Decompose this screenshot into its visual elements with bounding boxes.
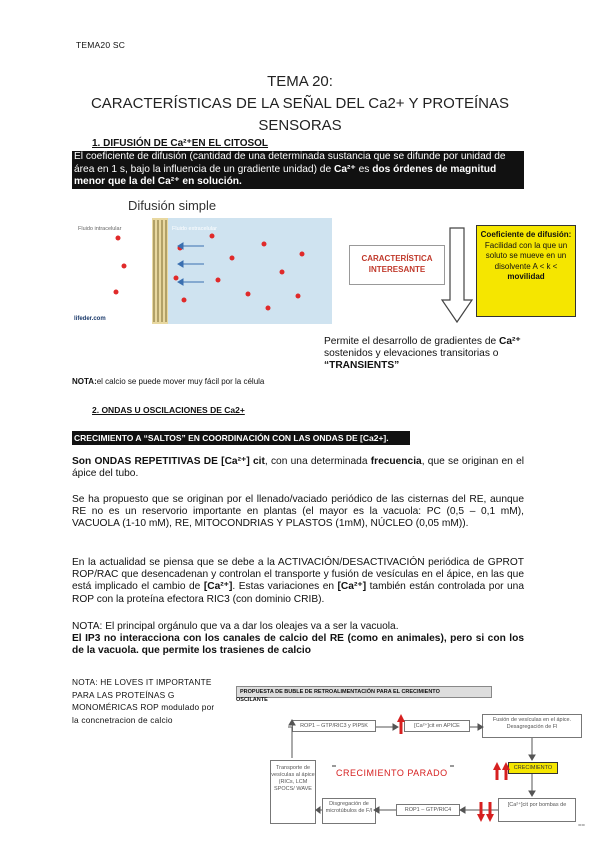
p3-ca: [Ca²⁺] [203, 581, 233, 593]
title-line-2: CARACTERÍSTICAS DE LA SEÑAL DEL Ca2+ Y PROTEÍNAS [90, 95, 510, 112]
p3-ca-2: [Ca²⁺] [337, 581, 367, 593]
diffusion-figure [72, 196, 332, 326]
permite-ca: Ca²⁺ [498, 336, 521, 347]
side-note: NOTA: HE LOVES IT IMPORTANTE PARA LAS PROTEÍNAS G MONOMÉRICAS ROP modulado por la concnetracion de calcio [72, 677, 215, 725]
highlight-bold: dos órdenes de magnitud menor que la del Ca²⁺ en solución. [74, 163, 497, 187]
p1-bold: Son ONDAS REPETITIVAS DE [Ca²⁺] cit [72, 456, 265, 467]
yellow-box-bold: movilidad [507, 272, 545, 281]
paragraph-ip3: El IP3 no interacciona con los canales de calcio del RE (como en animales), pero si con los de la vacuola. que permite los trasienes de calcio [72, 633, 524, 657]
diffusion-coefficient-note [476, 225, 576, 317]
yellow-box-text: Facilidad con la que un soluto se mueve en un disolvente A < k < [484, 240, 568, 271]
figure-title: Difusión simple [128, 198, 217, 213]
section-1-heading: 1. DIFUSIÓN DE Ca²⁺EN EL CITOSOL [92, 138, 269, 149]
diagram-box-crecimiento: CRECIMIENTO [508, 762, 558, 774]
paragraph-re: Se ha propuesto que se originan por el llenado/vaciado periódico de las cisternas del RE, aunque RE no es un reservorio importante en plantas (el mayor es la vacuola: PC (0,5 – 0,1 mM), VACUOLA (1-10 mM), RE, MITOCONDRIAS Y PLASTOS (1mM), NÚCLEO (0,05 mM)). [72, 494, 524, 530]
title-line-1: TEMA 20: [267, 73, 333, 90]
p3-text-a: En la actualidad se piensa que se debe a la ACTIVACIÓN/DESACTIVACIÓN periódica de GPROT ROP/RAC que desencadenan y controlan el transporte y fusión de vesículas en el ápice, en las que está implicado el cambio de [72, 557, 524, 593]
diffusion-figure-svg [72, 196, 332, 326]
p3-text-b: . Estas variaciones en [232, 581, 338, 593]
nota-calcio: NOTA:el calcio se puede mover muy fácil por la célula [72, 377, 265, 386]
p1-text-b: , que se originan en el ápice del tubo. [72, 456, 524, 480]
permite-text-b: sostenidos y elevaciones transitorias o [324, 348, 499, 359]
permite-paragraph [324, 336, 524, 372]
diagram-title: PROPUESTA DE BUBLE DE RETROALIMENTACIÓN PARA EL CRECIMIENTO [236, 686, 492, 698]
paragraph-rop [72, 557, 524, 606]
diagram-box-rop1-ric3: ROP1 – GTP/RIC3 y PIP5K [292, 720, 376, 732]
p3-text-c: también están controlada por una ROP con la proteína efectora RIC3 (con dominio CRIB). [72, 581, 524, 605]
diagram-subtitle: OSCILANTE [236, 697, 268, 703]
p1-text-a: , con una determinada [264, 456, 371, 467]
extracellular-area [168, 218, 332, 324]
diagram-center-label: CRECIMIENTO PARADO [336, 768, 448, 778]
p1-bold-frecuencia: frecuencia [370, 456, 422, 467]
extracellular-label: Fluido extracelular [172, 226, 217, 232]
diagram-box-microtubulos: Disgregación de microtúbulos de F/I [322, 798, 376, 824]
diagram-arrows [260, 710, 596, 846]
intracellular-label: Fluido intracelular [78, 226, 122, 232]
highlight-text-a: El coeficiente de difusión (cantidad de una determinada sustancia que se difunde por unidad de área en 1 s, bajo la influencia de un gradiente unidad) de [74, 151, 506, 175]
highlight-text-b: es [355, 163, 373, 175]
page-mark: == [578, 823, 586, 829]
highlight-ca: Ca²⁺ [333, 163, 356, 175]
intracellular-area [72, 218, 152, 324]
red-arrows-icon [397, 714, 510, 822]
yellow-box-title: Coeficiente de difusión: [480, 230, 572, 239]
permite-text-a: Permite el desarrollo de gradientes de [324, 336, 499, 347]
diagram-box-transporte: Transporte de vesículas al ápice (RICs, LCM SPOCS/ WAVE [270, 760, 316, 824]
interesting-feature-box: CARACTERÍSTICA INTERESANTE [349, 245, 445, 285]
diagram-box-fusion: Fusión de vesículas en el ápice. Desagregación de Fl [482, 714, 582, 738]
paragraph-ondas [72, 456, 524, 480]
document-header: TEMA20 SC [76, 40, 126, 50]
lifeder-logo: lifeder.com [74, 316, 106, 322]
section-2-heading: 2. ONDAS U OSCILACIONES DE Ca2+ [92, 405, 245, 415]
diagram-box-ca-apice: [Ca²⁺]cit en APICE [404, 720, 470, 732]
permite-bold: “TRANSIENTS” [324, 360, 400, 371]
diagram-box-bombas: [Ca²⁺]cit por bombas de [498, 798, 576, 822]
section-2-highlight: CRECIMIENTO A “SALTOS” EN COORDINACIÓN CON LAS ONDAS DE [Ca2+]. [72, 431, 410, 445]
membrane [152, 218, 168, 324]
paragraph-vacuola-note: NOTA: El principal orgánulo que va a dar los oleajes va a ser la vacuola. [72, 621, 399, 632]
diagram-box-rop1-ric4: ROP1 – GTP/RIC4 [396, 804, 460, 816]
title-line-3: SENSORAS [258, 117, 342, 134]
section-1-highlight [72, 151, 524, 189]
down-arrow-icon [440, 226, 474, 326]
